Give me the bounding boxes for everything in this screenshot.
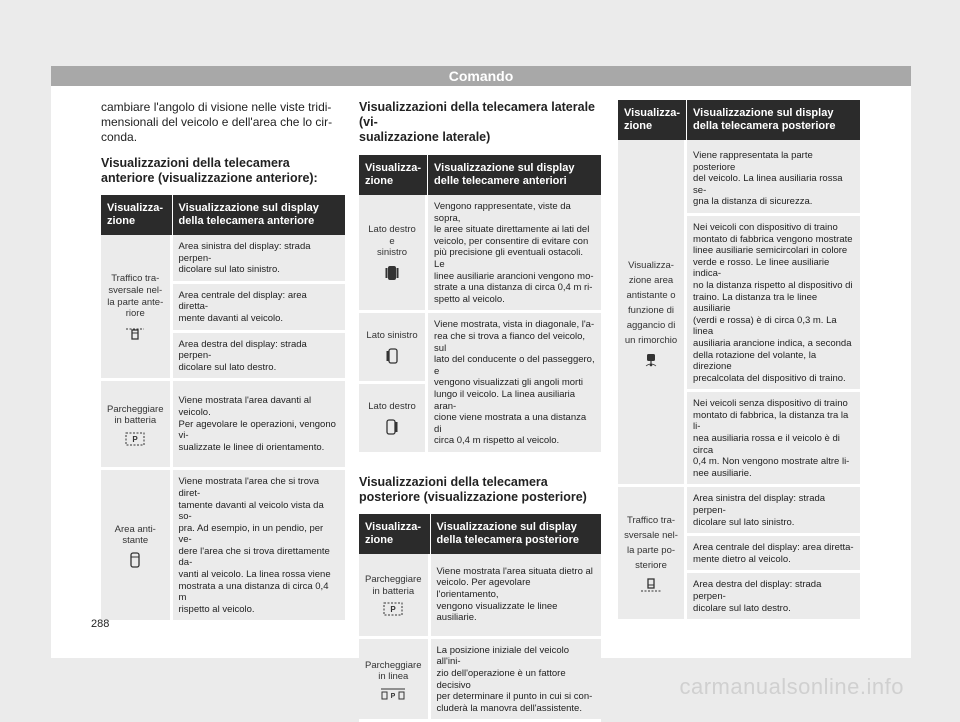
side-col2-header: Visualizzazione sul display delle telecamere anteriori bbox=[428, 155, 601, 195]
parking-rear-perpendicular-icon bbox=[383, 602, 403, 616]
front-park-text: Viene mostrata l'area davanti al veicolo. Per agevolare le operazioni, vengono vi- sualizzate le linee di orientamento. bbox=[173, 381, 345, 470]
side-table bbox=[359, 155, 601, 455]
front-traffic-row-1: Area sinistra del display: strada perpen- dicolare sul lato sinistro. bbox=[173, 235, 345, 284]
rear2-col2-header: Visualizzazione sul display della telecamera posteriore bbox=[687, 100, 860, 140]
svg-text:P: P bbox=[390, 605, 396, 615]
rear-traffic-row-3: Area destra del display: strada perpen- dicolare sul lato destro. bbox=[687, 573, 860, 622]
front-cross-traffic-icon bbox=[125, 325, 145, 341]
rear-line-text: La posizione iniziale del veicolo all'ini- zio dell'operazione è un fattore decisivo per determinare il punto in cui si con- cluderà la manovra dell'assistente. bbox=[431, 639, 601, 722]
rear-park-label: Parcheggiare in batteria bbox=[365, 574, 422, 597]
rear-park-text: Viene mostrata l'area situata dietro al veicolo. Per agevolare l'orientamento, vengono visualizzate le linee ausiliarie. bbox=[431, 554, 601, 639]
side-heading: Visualizzazioni della telecamera laterale (vi- sualizzazione laterale) bbox=[359, 100, 595, 144]
rear-heading: Visualizzazioni della telecamera posteriore (visualizzazione posteriore) bbox=[359, 474, 587, 504]
side-right-cell bbox=[359, 384, 428, 455]
rear-col2-header: Visualizzazione sul display della telecamera posteriore bbox=[431, 514, 601, 554]
rear-tow-row-2: Nei veicoli con dispositivo di traino montato di fabbrica vengono mostrate linee ausiliarie semicircolari in colore verde e rosso. Le linee ausiliarie indica- no la distanza rispetto al dispositivo di traino. La distanza tra le linee ausiliarie (verdi e rossa) è di circa 0,3 m. La linea ausiliaria arancione indica, a seconda della rotazione del volante, la direzione precalcolata del dispositivo di traino. bbox=[687, 216, 860, 392]
side-left-cell bbox=[359, 313, 428, 384]
car-right-side-icon bbox=[386, 418, 398, 436]
side-both-cell bbox=[359, 195, 428, 313]
front-col2-header: Visualizzazione sul display della telecamera anteriore bbox=[173, 195, 345, 235]
car-left-side-icon bbox=[386, 347, 398, 365]
car-side-both-icon bbox=[385, 264, 399, 282]
rear-traffic-row-1: Area sinistra del display: strada perpen- dicolare sul lato sinistro. bbox=[687, 487, 860, 536]
front-area-label: Area anti- stante bbox=[114, 523, 156, 547]
front-area-text: Viene mostrata l'area che si trova diret- tamente davanti al veicolo vista da so- pra. Ad esempio, in un pendio, per ve- dere l'area che si trova direttamente da- vanti al veicolo. La linea rossa viene mostrata a una distanza di circa 0,4 m rispetto al veicolo. bbox=[173, 470, 345, 623]
rear-traffic-cell bbox=[618, 487, 687, 622]
rear-traffic-row-2: Area centrale del display: area diretta- mente dietro al veicolo. bbox=[687, 536, 860, 573]
parallel-parking-icon bbox=[380, 688, 406, 700]
column-left bbox=[101, 100, 345, 623]
section-header: Comando bbox=[51, 66, 911, 86]
watermark: carmanualsonline.info bbox=[679, 674, 904, 699]
trailer-hitch-icon bbox=[644, 353, 658, 367]
side-lr-text: Viene mostrata, vista in diagonale, l'a- rea che si trova a fianco del veicolo, sul lato del conducente o del passeggero, e vengono visualizzati gli angoli morti lungo il veicolo. La linea ausiliaria aran- cione viene mostrata a una distanza di circa 0,4 m rispetto al veicolo. bbox=[428, 313, 601, 455]
rear-park-table bbox=[359, 514, 601, 722]
front-table bbox=[101, 195, 345, 623]
column-right bbox=[618, 100, 860, 622]
front-park-cell bbox=[101, 381, 173, 470]
front-col1-header: Visualizza- zione bbox=[101, 195, 173, 235]
rear-line-cell bbox=[359, 639, 431, 722]
rear-tow-cell bbox=[618, 140, 687, 487]
svg-text:P: P bbox=[132, 434, 138, 444]
front-area-cell bbox=[101, 470, 173, 623]
front-traffic-row-3: Area destra del display: strada perpen- dicolare sul lato destro. bbox=[173, 333, 345, 382]
rear-cross-traffic-icon bbox=[640, 578, 662, 594]
rear-col1-header: Visualizza- zione bbox=[359, 514, 431, 554]
car-top-view-icon bbox=[129, 552, 141, 568]
column-middle bbox=[359, 100, 601, 722]
side-both-label: Lato destro e sinistro bbox=[368, 224, 416, 259]
side-both-text: Vengono rappresentate, viste da sopra, le aree situate direttamente ai lati del veicolo, per consentire di evitare con più precisione gli eventuali ostacoli. Le linee ausiliarie arancioni vengono mo- strate a una distanza di circa 0,4 m ri- spetto al veicolo. bbox=[428, 195, 601, 313]
intro-paragraph: cambiare l'angolo di visione nelle viste tridi- mensionali del veicolo e dell'area che lo cir- conda. bbox=[101, 100, 333, 144]
rear-traffic-label: Traffico tra- sversale nel- la parte po- steriore bbox=[624, 515, 678, 572]
rear-tow-row-3: Nei veicoli senza dispositivo di traino montato di fabbrica, la distanza tra la li- nea ausiliaria rossa e il veicolo è di circa 0,4 m. Non vengono mostrate altre li- nee ausiliarie. bbox=[687, 392, 860, 487]
front-traffic-row-2: Area centrale del display: area diretta- mente davanti al veicolo. bbox=[173, 284, 345, 333]
front-traffic-label: Traffico tra- sversale nel- la parte ante- riore bbox=[107, 273, 164, 320]
rear2-col1-header: Visualizza- zione bbox=[618, 100, 687, 140]
svg-text:P: P bbox=[390, 692, 396, 700]
side-right-label: Lato destro bbox=[368, 401, 416, 413]
rear-tow-row-1: Viene rappresentata la parte posteriore del veicolo. La linea ausiliaria rossa se- gna la distanza di sicurezza. bbox=[687, 140, 860, 216]
rear-park-cell bbox=[359, 554, 431, 639]
side-col1-header: Visualizza- zione bbox=[359, 155, 428, 195]
parking-perpendicular-icon bbox=[125, 432, 145, 446]
front-park-label: Parcheggiare in batteria bbox=[107, 403, 164, 427]
side-left-label: Lato sinistro bbox=[366, 330, 418, 342]
rear-tow-label: Visualizza- zione area antistante o funzione di aggancio di un rimorchio bbox=[624, 260, 678, 347]
rear-tow-table bbox=[618, 100, 860, 622]
rear-line-label: Parcheggiare in linea bbox=[365, 659, 422, 683]
front-heading: Visualizzazioni della telecamera anteriore (visualizzazione anteriore): bbox=[101, 156, 318, 185]
page-number: 288 bbox=[91, 618, 110, 630]
front-traffic-cell bbox=[101, 235, 173, 381]
